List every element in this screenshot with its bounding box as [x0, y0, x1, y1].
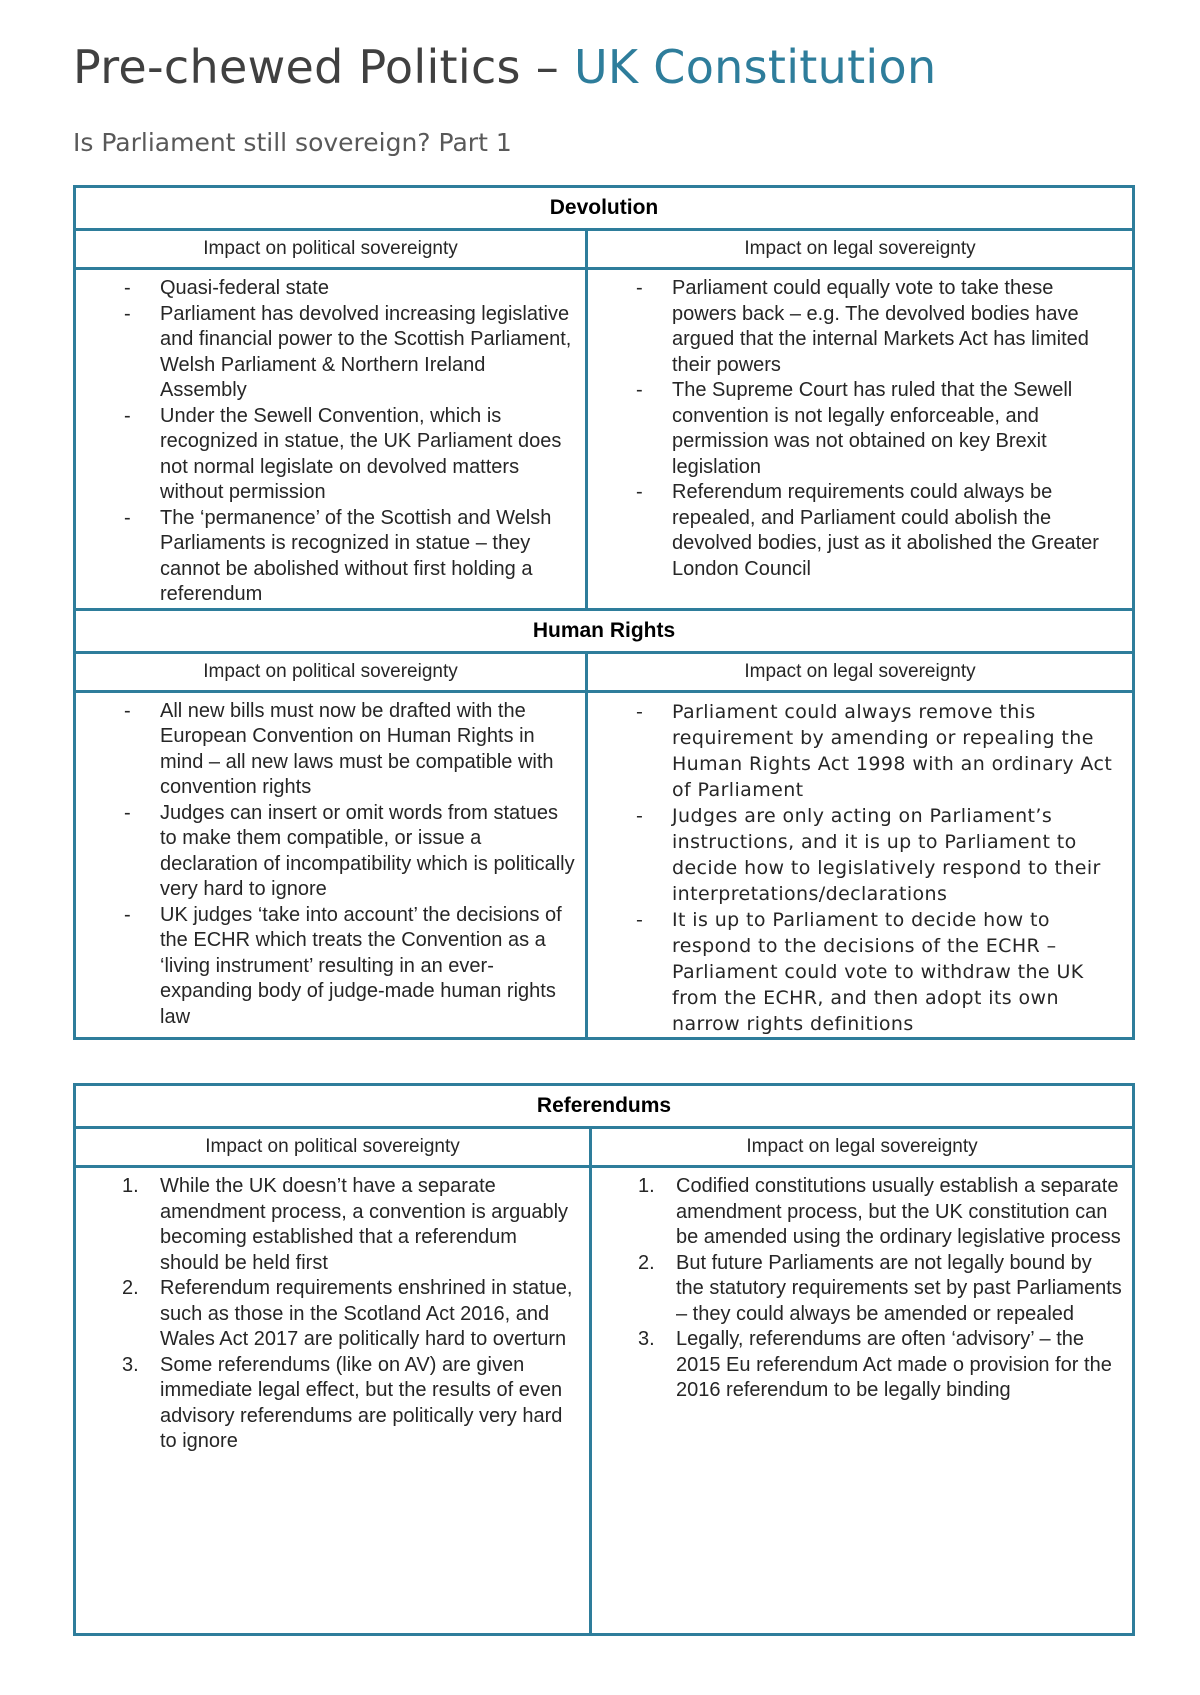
- dash-marker: -: [636, 908, 644, 931]
- list-item: 2. Referendum requirements enshrined in statue, such as those in the Scotland Act 2016, and Wales Act 2017 are politically hard to overturn: [122, 1277, 573, 1350]
- list-item: - Under the Sewell Convention, which is recognized in statue, the UK Parliament does not normal legislate on devolved matters without permission: [124, 404, 562, 503]
- dash-marker: -: [636, 700, 644, 723]
- list-item: 2. But future Parliaments are not legally bound by the statutory requirements set by past Parliaments – they could always be amended or repealed: [638, 1251, 1122, 1325]
- human-rights-legal-list: [588, 693, 1132, 1037]
- title-accent: UK Constitution: [573, 40, 937, 94]
- page-title: [73, 40, 936, 94]
- dash-marker: -: [124, 277, 131, 299]
- list-item: 3. Some referendums (like on AV) are given immediate legal effect, but the results of even advisory referendums are politically very hard to ignore: [122, 1353, 563, 1452]
- number-marker: 3.: [122, 1353, 139, 1376]
- dash-marker: -: [636, 481, 643, 503]
- human-rights-political-cell: [75, 691, 587, 1038]
- col-head-legal: Impact on legal sovereignty: [587, 652, 1134, 691]
- list-item: - UK judges ‘take into account’ the decisions of the ECHR which treats the Convention as a ‘living instrument’ resulting in an ever-expanding body of judge-made human rights law: [124, 903, 562, 1028]
- section-heading-referendums: Referendums: [75, 1085, 1134, 1128]
- list-item: - All new bills must now be drafted with the European Convention on Human Rights in mind – all new laws must be compatible with convention rights: [124, 699, 554, 798]
- col-head-political: Impact on political sovereignty: [75, 230, 587, 269]
- list-item: 3. Legally, referendums are often ‘advisory’ – the 2015 Eu referendum Act made o provision for the 2016 referendum to be legally binding: [638, 1328, 1112, 1401]
- list-item: - Quasi-federal state: [76, 276, 575, 302]
- devolution-legal-cell: [587, 269, 1134, 610]
- referendums-legal-cell: [591, 1167, 1134, 1635]
- human-rights-legal-cell: [587, 691, 1134, 1038]
- col-head-legal: Impact on legal sovereignty: [587, 230, 1134, 269]
- dash-marker: -: [124, 699, 131, 722]
- dash-marker: -: [636, 379, 643, 401]
- list-item: 1. Codified constitutions usually establish a separate amendment process, but the UK constitution can be amended using the ordinary legislative process: [638, 1175, 1121, 1248]
- number-marker: 1.: [638, 1175, 655, 1197]
- table-devolution-human-rights: [73, 185, 1135, 1040]
- col-head-political: Impact on political sovereignty: [75, 1128, 591, 1167]
- dash-marker: -: [124, 302, 131, 325]
- title-main: Pre-chewed Politics –: [73, 40, 574, 94]
- list-item: - The Supreme Court has ruled that the Sewell convention is not legally enforceable, and permission was not obtained on key Brexit legislation: [636, 379, 1073, 478]
- list-item: - The ‘permanence’ of the Scottish and Welsh Parliaments is recognized in statue – they cannot be abolished without first holding a referendum: [124, 506, 552, 605]
- col-head-legal: Impact on legal sovereignty: [591, 1128, 1134, 1167]
- list-item: - It is up to Parliament to decide how to respond to the decisions of the ECHR – Parliament could vote to withdraw the UK from the ECHR, and then adopt its own narrow rights definitions: [636, 908, 1084, 1035]
- number-marker: 1.: [122, 1175, 139, 1197]
- referendums-political-list: [76, 1168, 589, 1455]
- dash-marker: -: [636, 277, 643, 299]
- devolution-legal-list: [588, 270, 1132, 582]
- number-marker: 2.: [122, 1277, 139, 1299]
- number-marker: 3.: [638, 1328, 655, 1350]
- section-heading-human-rights: Human Rights: [75, 609, 1134, 652]
- list-item: - Parliament could equally vote to take these powers back – e.g. The devolved bodies have argued that the internal Markets Act has limited their powers: [636, 277, 1089, 376]
- list-item: - Parliament could always remove this requirement by amending or repealing the Human Rights Act 1998 with an ordinary Act of Parliament: [636, 700, 1113, 801]
- dash-marker: -: [124, 404, 131, 427]
- dash-marker: -: [636, 804, 644, 827]
- dash-marker: -: [124, 801, 131, 824]
- dash-marker: -: [124, 506, 131, 529]
- list-item: 1. While the UK doesn’t have a separate amendment process, a convention is arguably becoming established that a referendum should be held first: [122, 1175, 569, 1274]
- list-item: - Parliament has devolved increasing legislative and financial power to the Scottish Parliament, Welsh Parliament & Northern Ireland Assembly: [124, 302, 572, 401]
- list-item: - Referendum requirements could always be repealed, and Parliament could abolish the devolved bodies, just as it abolished the Greater London Council: [636, 481, 1099, 580]
- devolution-political-cell: [75, 269, 587, 610]
- col-head-political: Impact on political sovereignty: [75, 652, 587, 691]
- list-item: - Judges are only acting on Parliament’s instructions, and it is up to Parliament to decide how to legislatively respond to their interpretations/declarations: [636, 804, 1101, 905]
- devolution-political-list: [76, 270, 585, 608]
- human-rights-political-list: [76, 693, 585, 1031]
- dash-marker: -: [124, 903, 131, 926]
- list-item: - Judges can insert or omit words from statues to make them compatible, or issue a declaration of incompatibility which is politically very hard to ignore: [124, 801, 575, 900]
- number-marker: 2.: [638, 1251, 655, 1274]
- referendums-legal-list: [592, 1168, 1132, 1404]
- table-referendums: [73, 1083, 1135, 1636]
- section-heading-devolution: Devolution: [75, 187, 1134, 230]
- referendums-political-cell: [75, 1167, 591, 1635]
- page-subtitle: Is Parliament still sovereign? Part 1: [73, 128, 512, 157]
